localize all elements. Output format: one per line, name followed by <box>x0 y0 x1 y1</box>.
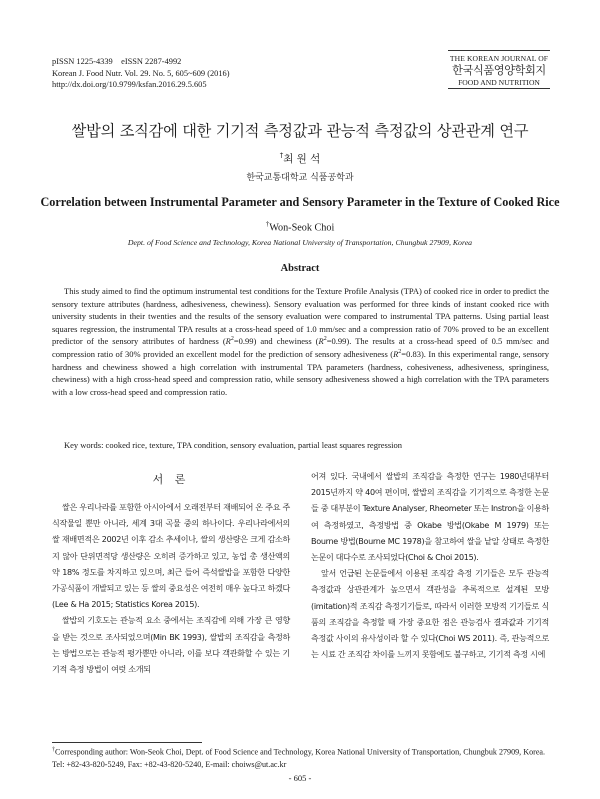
journal-name-en-line1: THE KOREAN JOURNAL OF <box>449 54 549 63</box>
left-column <box>52 500 290 678</box>
abstract-part-2: =0.99) and chewiness ( <box>233 336 319 347</box>
author-marker-en: † <box>265 220 270 228</box>
abstract-heading: Abstract <box>280 263 320 274</box>
author-english <box>0 220 600 233</box>
keywords: Key words: cooked rice, texture, TPA condition, sensory evaluation, partial least squares regression <box>64 440 403 450</box>
intro-paragraph-3: 앞서 언급된 논문들에서 이용된 조직감 측정 기기들은 모두 관능적 측정값과 상관관계가 높으면서 객관성을 추록적으로 설계된 모방(imitation)적 조직감 측정기기들로, 따라서 이러한 모방적 기기들로 식품의 조직감을 측정할 때 가장 중요한 점은 관능검사 결과값과 기기적 측정값 사이의 유사성이라 할 수 있다(Choi WS 2011). 즉, 관능적으로는 시료 간 조직감 차이를 느끼지 못함에도 불구하고, 기기적 측정 시에 <box>311 569 549 660</box>
journal-logo <box>448 50 550 89</box>
right-column <box>311 469 549 663</box>
author-marker: † <box>279 151 284 160</box>
abstract-part-1: This study aimed to find the optimum instrumental test conditions for the Texture Profile Analysis (TPA) of cooked rice in order to predict the sensory texture attributes (hardness, adhesiveness, chewiness). Sensory evaluation was performed for three kinds of instant cooked rice with university students in their twenties and the results of the sensory evaluation were compared to instrumental TPA patterns. Using partial least squares regression, the instrumental TPA results at a cross-head speed of 1.0 mm/sec and a compression ratio of 70% proved to be an excellent predictor of the sensory attributes of hardness ( <box>52 286 549 347</box>
journal-name-en-line2: FOOD AND NUTRITION <box>448 78 550 89</box>
title-english: Correlation between Instrumental Parameter and Sensory Parameter in the Texture of Cooked Rice <box>40 195 560 209</box>
r-symbol: R <box>225 336 231 347</box>
author-english-name: Won-Seok Choi <box>269 222 335 234</box>
author-korean-name: 최 원 석 <box>283 153 321 165</box>
footnote-marker: † <box>52 747 55 753</box>
intro-paragraph-2-cont: 어져 있다. 국내에서 쌀밥의 조직감을 측정한 연구는 1980년대부터 2015년까지 약 40여 편이며, 쌀밥의 조직감을 기기적으로 측정한 논문들 중 대부분이 Texture Analyser, Rheometer 또는 Instron을 이용하여 측정하였고, 측정방법 중 Okabe 방법(Okabe M 1979) 또는 Bourne 방법(Bourne MC 1978)을 참고하여 쌀을 낱알 상태로 측정한 논문이 대다수로 조사되었다(Choi & Choi 2015). <box>311 472 549 563</box>
r-symbol: R <box>393 348 399 359</box>
affiliation-english: Dept. of Food Science and Technology, Korea National University of Transportation, Chungbuk 27909, Korea <box>127 238 473 247</box>
r-exponent: 2 <box>323 336 327 343</box>
footnote-corresponding-author <box>52 744 549 771</box>
footnote-text: Corresponding author: Won-Seok Choi, Dept. of Food Science and Technology, Korea National University of Transportation, Chungbuk 27909, Korea. Tel: +82-43-820-5249, Fax: +82-43-820-5240, E-mail: choiws@ut.ac.kr <box>52 747 546 769</box>
r-exponent: 2 <box>230 336 234 343</box>
author-korean <box>0 151 600 166</box>
doi-link[interactable]: http://dx.doi.org/10.9799/ksfan.2016.29.5.605 <box>52 80 207 89</box>
r-exponent: 2 <box>398 349 402 356</box>
title-korean: 쌀밥의 조직감에 대한 기기적 측정값과 관능적 측정값의 상관관계 연구 <box>71 122 529 140</box>
intro-paragraph-1: 쌀은 우리나라를 포함한 아시아에서 오래전부터 재배되어 온 주요 주식작물일 뿐만 아니라, 세계 3대 곡물 중의 하나이다. 우리나라에서의 쌀 재배면적은 2002년 이후 감소 추세이나, 쌀의 생산량은 크게 감소하지 않아 단위면적당 생산량은 오히려 증가하고 있고, 농업 총 생산액의 약 18% 정도를 차지하고 있으며, 최근 들어 즉석쌀밥을 포함한 다양한 가공식품이 개발되고 있는 등 쌀의 중요성은 여전히 매우 높다고 하겠다(Lee & Ha 2015; Statistics Korea 2015). <box>52 503 290 610</box>
citation-line: Korean J. Food Nutr. Vol. 29. No. 5, 605~609 (2016) <box>52 68 230 78</box>
footnote-rule <box>52 742 202 743</box>
journal-name-kr: 한국식품영양학회지 <box>452 64 546 77</box>
abstract-body <box>52 285 549 398</box>
issn-line: pISSN 1225-4339 eISSN 2287-4992 <box>52 57 182 66</box>
journal-rule <box>448 50 550 51</box>
affiliation-korean: 한국교통대학교 식품공학과 <box>246 173 354 183</box>
abstract-part-3: =0.99). The results at a cross-head speed of 0.5 mm/sec and compression ratio of 30% provided an excellent model for the prediction of sensory adhesiveness ( <box>52 336 549 359</box>
journal-meta <box>52 56 230 91</box>
page-number: - 605 - <box>288 773 312 783</box>
section-heading-introduction: 서 론 <box>152 473 190 486</box>
r-symbol: R <box>318 336 324 347</box>
abstract-part-4: =0.83). In this experimental range, sensory hardness and chewiness showed a high correlation with instrumental TPA parameters (hardness, cohesiveness, adhesiveness, springiness, chewiness) with a high cross-head speed and compression ratio, while sensory adhesiveness showed a high correlation with the TPA parameters with a low cross-head speed and compression ratio. <box>52 348 549 397</box>
intro-paragraph-2: 쌀밥의 기호도는 관능적 요소 중에서는 조직감에 의해 가장 큰 영향을 받는 것으로 조사되었으며(Min BK 1993), 쌀밥의 조직감을 측정하는 방법으로는 관능적 평가뿐만 아니라, 이를 보다 객관화할 수 있는 기기적 측정 방법이 여럿 소개되 <box>52 616 290 675</box>
